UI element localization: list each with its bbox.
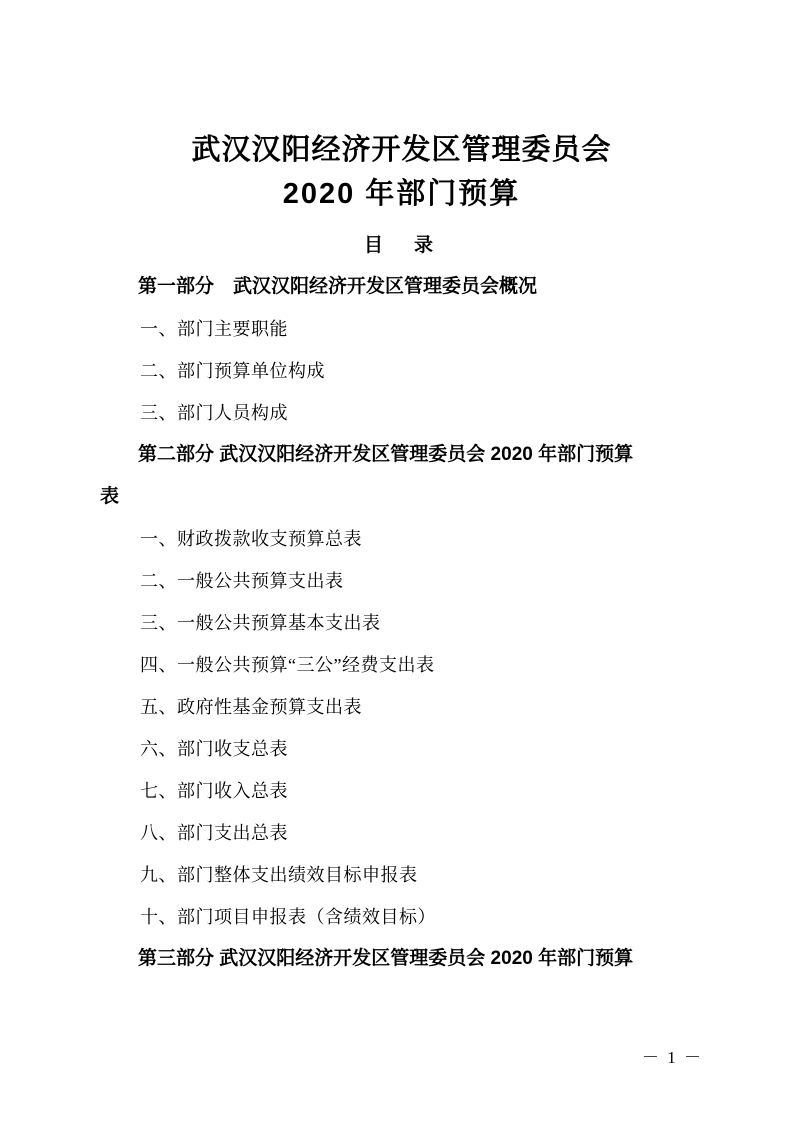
toc-item: 一、部门主要职能	[140, 319, 288, 339]
toc-part-three-heading: 第三部分 武汉汉阳经济开发区管理委员会 2020 年部门预算	[138, 948, 634, 969]
toc-part-two-heading: 第二部分 武汉汉阳经济开发区管理委员会 2020 年部门预算	[138, 444, 634, 465]
toc-item: 三、一般公共预算基本支出表	[140, 613, 381, 633]
toc-item: 三、部门人员构成	[140, 403, 288, 423]
toc-item: 七、部门收入总表	[140, 781, 288, 801]
page-content	[100, 128, 703, 980]
document-title	[100, 128, 703, 216]
toc-item: 二、一般公共预算支出表	[140, 571, 344, 591]
page-number: － 1 －	[642, 1048, 703, 1067]
toc-item: 五、政府性基金预算支出表	[140, 697, 362, 717]
toc-item: 六、部门收支总表	[140, 739, 288, 759]
toc-part-one-heading: 第一部分 武汉汉阳经济开发区管理委员会概况	[138, 276, 538, 297]
toc-heading: 目 录	[363, 235, 439, 256]
toc-item: 四、一般公共预算“三公”经费支出表	[140, 655, 435, 675]
toc-item: 八、部门支出总表	[140, 823, 288, 843]
toc-item: 二、部门预算单位构成	[140, 361, 325, 381]
document-title-line2: 2020 年部门预算	[282, 178, 521, 210]
toc-item: 九、部门整体支出绩效目标申报表	[140, 865, 418, 885]
document-title-line1: 武汉汉阳经济开发区管理委员会	[191, 134, 612, 166]
toc-item: 一、财政拨款收支预算总表	[140, 529, 362, 549]
toc-item: 十、部门项目申报表（含绩效目标）	[140, 907, 436, 927]
toc-part-two-heading-wrap: 表	[100, 486, 120, 507]
